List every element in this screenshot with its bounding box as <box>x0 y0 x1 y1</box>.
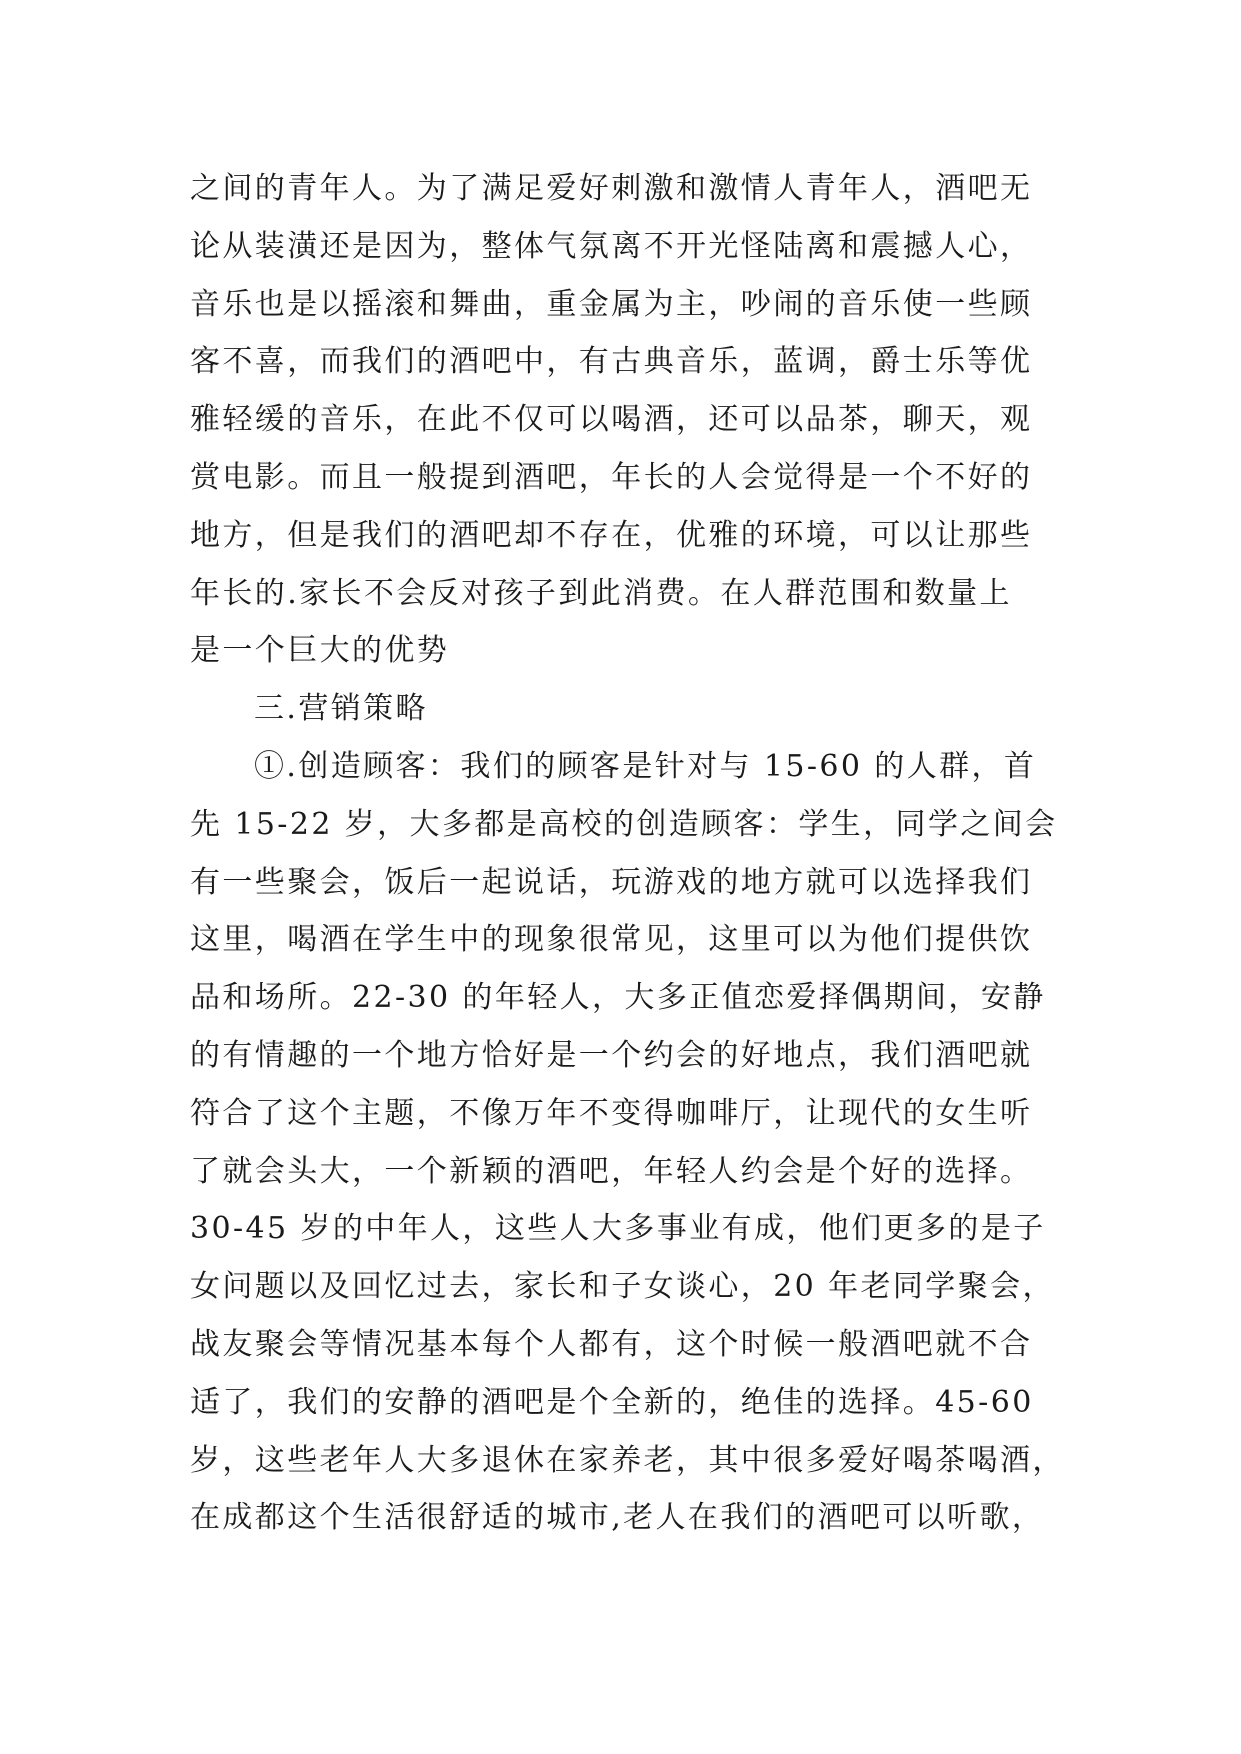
text-line: 客不喜，而我们的酒吧中，有古典音乐，蓝调，爵士乐等优 <box>190 344 1033 380</box>
text-line: 年长的.家长不会反对孩子到此消费。在人群范围和数量上 <box>190 575 1012 611</box>
paragraph-first-line: ①.创造顾客：我们的顾客是针对与 15-60 的人群，首 <box>254 748 1037 784</box>
text-line: 女问题以及回忆过去，家长和子女谈心，20 年老同学聚会， <box>190 1269 1055 1305</box>
text-line: 岁，这些老年人大多退休在家养老，其中很多爱好喝茶喝酒， <box>190 1442 1065 1478</box>
text-line: 了就会头大，一个新颖的酒吧，年轻人约会是个好的选择。 <box>190 1153 1033 1189</box>
text-line: 30-45 岁的中年人，这些人大多事业有成，他们更多的是子 <box>190 1211 1046 1247</box>
text-line: 雅轻缓的音乐，在此不仅可以喝酒，还可以品茶，聊天，观 <box>190 402 1033 438</box>
text-line: 先 15-22 岁，大多都是高校的创造顾客：学生，同学之间会 <box>190 806 1058 842</box>
text-line: 符合了这个主题，不像万年不变得咖啡厅，让现代的女生听 <box>190 1095 1033 1131</box>
section-heading: 三.营销策略 <box>254 691 428 727</box>
text-line: 是一个巨大的优势 <box>190 633 450 669</box>
text-line: 适了，我们的安静的酒吧是个全新的，绝佳的选择。45-60 <box>190 1384 1034 1420</box>
text-line: 战友聚会等情况基本每个人都有，这个时候一般酒吧就不合 <box>190 1326 1033 1362</box>
document-body <box>190 160 1070 1547</box>
text-line: 地方，但是我们的酒吧却不存在，优雅的环境，可以让那些 <box>190 517 1033 553</box>
text-line: 赏电影。而且一般提到酒吧，年长的人会觉得是一个不好的 <box>190 459 1033 495</box>
text-line: 在成都这个生活很舒适的城市,老人在我们的酒吧可以听歌， <box>190 1500 1045 1536</box>
text-line: 有一些聚会，饭后一起说话，玩游戏的地方就可以选择我们 <box>190 864 1033 900</box>
text-line: 论从装潢还是因为，整体气氛离不开光怪陆离和震撼人心， <box>190 228 1033 264</box>
text-line: 的有情趣的一个地方恰好是一个约会的好地点，我们酒吧就 <box>190 1037 1033 1073</box>
text-line: 音乐也是以摇滚和舞曲，重金属为主，吵闹的音乐使一些顾 <box>190 286 1033 322</box>
text-line: 之间的青年人。为了满足爱好刺激和激情人青年人，酒吧无 <box>190 171 1033 206</box>
text-line: 这里，喝酒在学生中的现象很常见，这里可以为他们提供饮 <box>190 922 1033 958</box>
text-line: 品和场所。22-30 的年轻人，大多正值恋爱择偶期间，安静 <box>190 980 1046 1016</box>
